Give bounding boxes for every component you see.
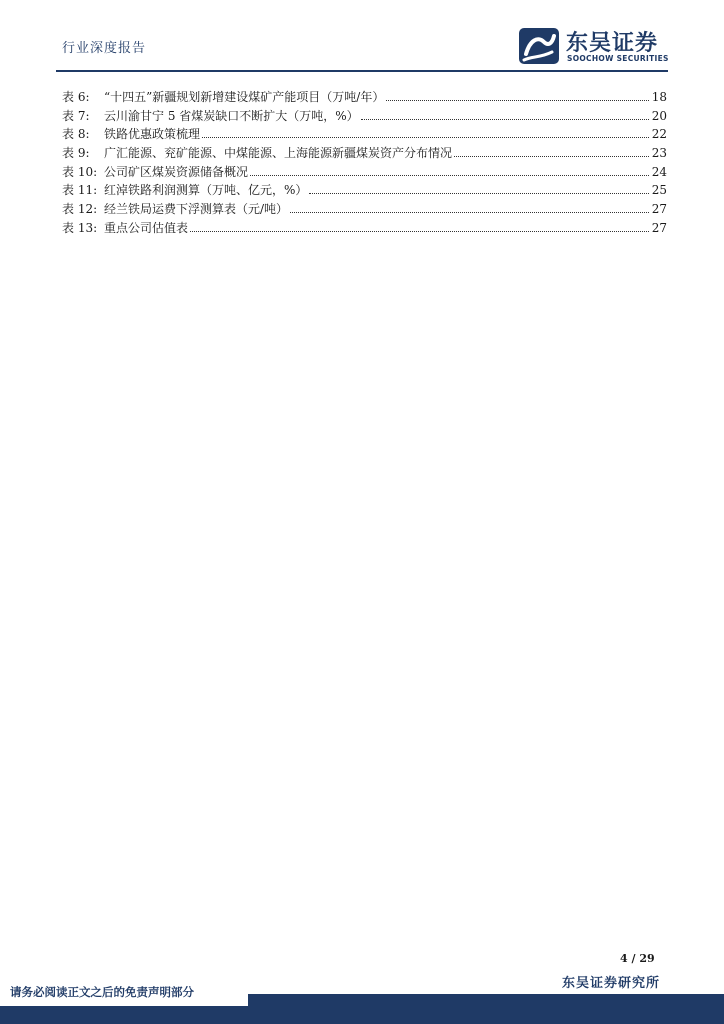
toc-entry-title: 经兰铁局运费下浮测算表（元/吨） [104, 202, 289, 217]
toc-entry-label: 表 7: [62, 108, 90, 123]
toc-entry[interactable] [62, 163, 667, 182]
toc-entry[interactable] [62, 181, 667, 200]
toc-entry-label: 表 12: [62, 202, 98, 217]
footer-organization: 东吴证券研究所 [562, 976, 661, 991]
toc-entry-title: 铁路优惠政策梳理 [104, 127, 201, 142]
toc-leader-dots [202, 127, 649, 138]
toc-entry-page: 25 [651, 183, 667, 198]
toc-entry[interactable] [62, 88, 667, 107]
toc-entry-label: 表 9: [62, 146, 90, 161]
page-total: 29 [639, 952, 655, 965]
toc-leader-dots [290, 202, 649, 213]
toc-entry-page: 20 [651, 108, 667, 123]
toc-entry-title: 广汇能源、兖矿能源、中煤能源、上海能源新疆煤炭资产分布情况 [104, 146, 453, 161]
footer-disclaimer: 请务必阅读正文之后的免责声明部分 [10, 985, 194, 999]
toc-entry-page: 18 [651, 90, 667, 104]
page-current: 4 [620, 952, 628, 965]
toc-leader-dots [454, 146, 649, 157]
page-number [620, 952, 655, 965]
soochow-logo-icon [518, 26, 560, 66]
toc-entry[interactable] [62, 219, 667, 238]
toc-entry-page: 22 [651, 127, 667, 142]
toc-entry-page: 27 [651, 220, 667, 235]
toc-leader-dots [386, 90, 649, 101]
toc-entry-page: 24 [651, 164, 667, 179]
toc-entry[interactable] [62, 144, 667, 163]
toc-entry-title: 红淖铁路利润测算（万吨、亿元，%） [104, 183, 308, 198]
table-of-contents [62, 88, 667, 238]
toc-entry-label: 表 10: [62, 164, 98, 179]
header-divider [56, 70, 668, 72]
logo-chinese-name: 东吴证券 [566, 31, 659, 56]
toc-entry-page: 23 [651, 146, 667, 161]
toc-leader-dots [190, 221, 649, 232]
page-separator: / [631, 952, 636, 965]
report-type-label: 行业深度报告 [62, 41, 147, 56]
toc-entry[interactable] [62, 107, 667, 126]
toc-entry-label: 表 8: [62, 127, 90, 142]
toc-entry-title: 重点公司估值表 [104, 220, 189, 235]
toc-entry-page: 27 [651, 202, 667, 217]
toc-entry-label: 表 6: [62, 90, 90, 104]
company-logo [518, 24, 678, 68]
toc-leader-dots [361, 109, 649, 120]
toc-entry-title: 公司矿区煤炭资源储备概况 [104, 164, 249, 179]
logo-english-name: SOOCHOW SECURITIES [567, 54, 669, 63]
toc-leader-dots [250, 165, 649, 176]
toc-entry-label: 表 13: [62, 220, 98, 235]
toc-entry[interactable] [62, 200, 667, 219]
toc-entry-title: 云川渝甘宁 5 省煤炭缺口不断扩大（万吨，%） [104, 108, 359, 123]
toc-leader-dots [309, 183, 649, 194]
toc-entry-title: “十四五”新疆规划新增建设煤矿产能项目（万吨/年） [104, 90, 385, 104]
toc-entry-label: 表 11: [62, 183, 98, 198]
toc-entry[interactable] [62, 125, 667, 144]
